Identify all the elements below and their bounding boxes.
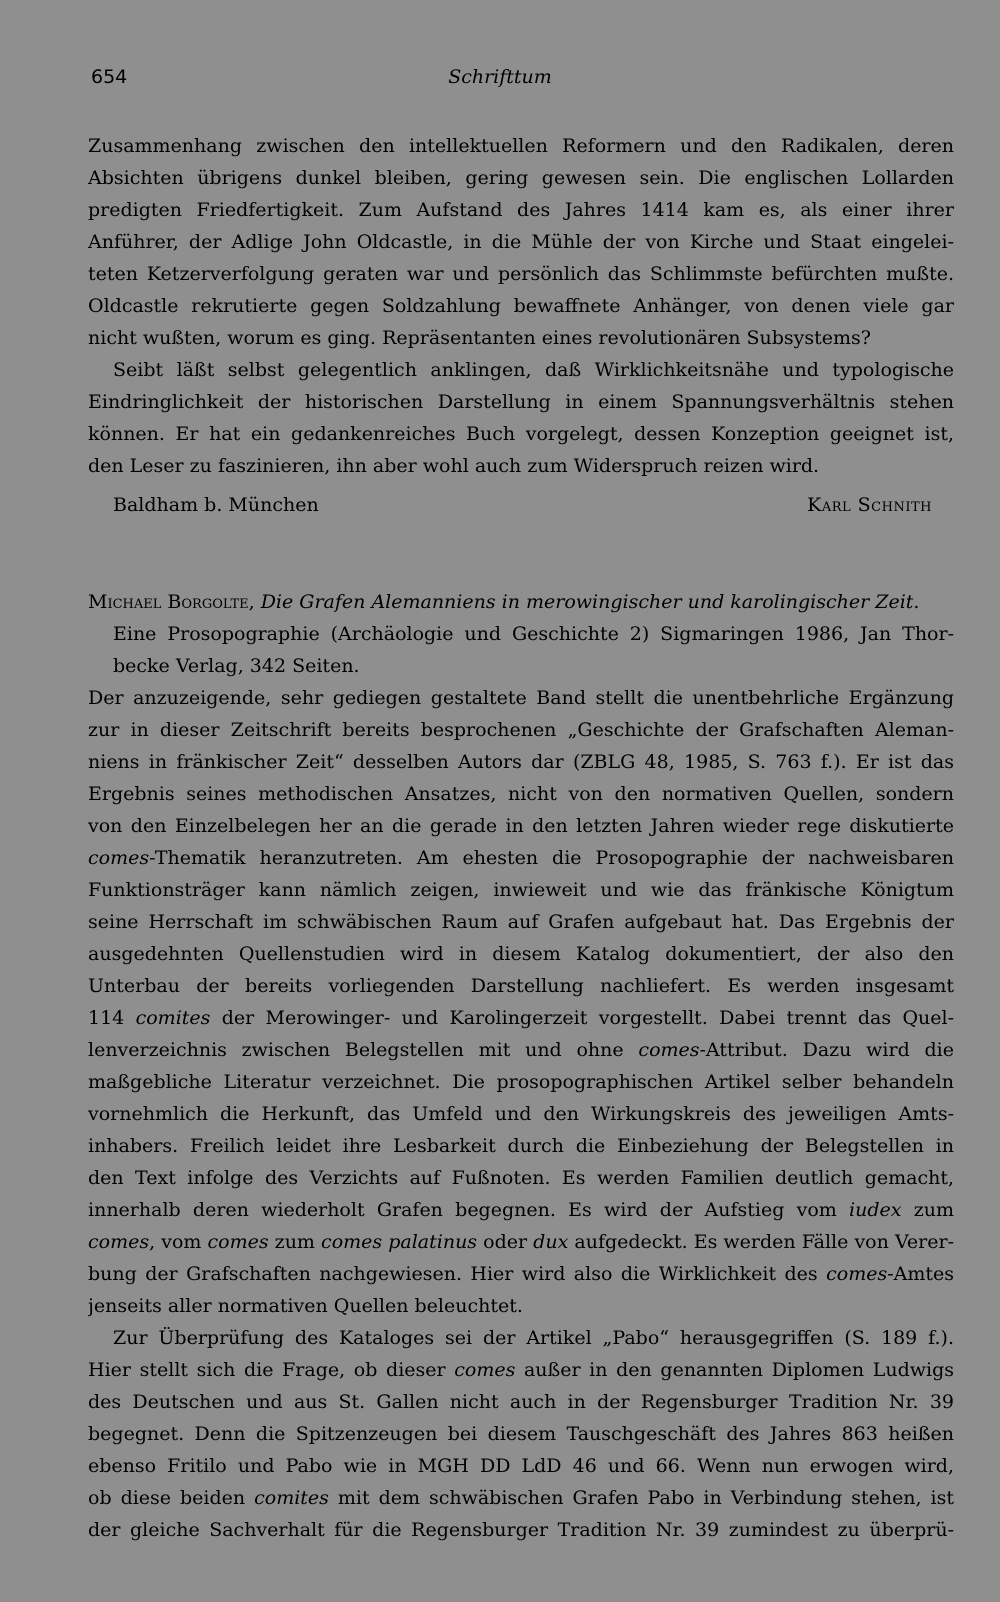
text-line: predigten Friedfertigkeit. Zum Aufstand des Jahres 1414 kam es, als einer ihrer [88, 199, 954, 221]
latin-term: comes [638, 1039, 700, 1061]
latin-term: comes [826, 1263, 888, 1285]
text-segment: innerhalb deren wiederholt Grafen begegnen. Es wird der Aufstieg vom [88, 1199, 850, 1221]
text-line: teten Ketzerverfolgung geraten war und persönlich das Schlimmste befürchten mußte. [88, 263, 954, 285]
text-segment: lenverzeichnis zwischen Belegstellen mit und ohne [88, 1039, 639, 1061]
text-segment: ob diese beiden [88, 1487, 255, 1509]
text-line: Zur Überprüfung des Kataloges sei der Artikel „Pabo“ herausgegriffen (S. 189 f.). [113, 1327, 954, 1349]
latin-term: comes [88, 1231, 150, 1253]
text-line: maßgebliche Literatur verzeichnet. Die prosopographischen Artikel selber behandeln [88, 1071, 954, 1093]
review-continuation [88, 130, 954, 482]
text-line: Seibt läßt selbst gelegentlich anklingen, daß Wirklichkeitsnähe und typologische [113, 359, 954, 381]
text-line: Unterbau der bereits vorliegenden Darstellung nachliefert. Es werden insgesamt [88, 975, 954, 997]
text-segment: aufgedeckt. Es werden Fälle von Verer- [568, 1231, 954, 1253]
text-segment: Hier stellt sich die Frage, ob dieser [88, 1359, 455, 1381]
latin-term: comes [207, 1231, 269, 1253]
text-segment: -Amtes [887, 1263, 954, 1285]
text-line [88, 1482, 954, 1514]
text-line: des Deutschen und aus St. Gallen nicht auch in der Regensburger Tradition Nr. 39 [88, 1391, 954, 1413]
page-number: 654 [91, 66, 128, 88]
text-segment: -Thematik heranzutreten. Am ehesten die Prosopographie der nachweisbaren [149, 847, 954, 869]
text-line: zur in dieser Zeitschrift bereits besprochenen „Geschichte der Grafschaften Aleman- [88, 719, 954, 741]
text-segment: zum [268, 1231, 322, 1253]
text-line: Oldcastle rekrutierte gegen Soldzahlung bewaffnete Anhänger, von denen viele gar [88, 295, 954, 317]
text-line: Funktionsträger kann nämlich zeigen, inwieweit und wie das fränkische Königtum [88, 879, 954, 901]
text-line [88, 842, 954, 874]
text-segment: -Attribut. Dazu wird die [699, 1039, 954, 1061]
text-line: von den Einzelbelegen her an die gerade in den letzten Jahren wieder rege diskutierte [88, 815, 954, 837]
text-line: jenseits aller normativen Quellen beleuchtet. [88, 1295, 523, 1317]
text-line: begegnet. Denn die Spitzenzeugen bei diesem Tauschgeschäft des Jahres 863 heißen [88, 1423, 954, 1445]
text-line: Ergebnis seines methodischen Ansatzes, nicht von den normativen Quellen, sondern [88, 783, 954, 805]
text-line: der gleiche Sachverhalt für die Regensburger Tradition Nr. 39 zumindest zu überprü- [88, 1519, 954, 1541]
text-line: ebenso Fritilo und Pabo wie in MGH DD LdD 46 und 66. Wenn nun erwogen wird, [88, 1455, 954, 1477]
latin-term: comes [454, 1359, 516, 1381]
citation-line: becke Verlag, 342 Seiten. [113, 655, 360, 677]
text-line: den Text infolge des Verzichts auf Fußnoten. Es werden Familien deutlich gemacht, [88, 1167, 954, 1189]
text-segment: 114 [88, 1007, 136, 1029]
latin-term: comites [254, 1487, 329, 1509]
text-line: inhabers. Freilich leidet ihre Lesbarkeit durch die Einbeziehung der Belegstellen in [88, 1135, 954, 1157]
text-line: den Leser zu faszinieren, ihn aber wohl auch zum Widerspruch reizen wird. [88, 455, 820, 477]
text-segment: außer in den genannten Diplomen Ludwigs [515, 1359, 954, 1381]
book-citation [88, 586, 954, 682]
text-segment: mit dem schwäbischen Grafen Pabo in Verbindung stehen, ist [328, 1487, 954, 1509]
latin-term: dux [533, 1231, 569, 1253]
text-line [88, 1354, 954, 1386]
text-line: Zusammenhang zwischen den intellektuellen Reformern und den Radikalen, deren [88, 135, 954, 157]
review-signature [0, 489, 1000, 521]
text-line: seine Herrschaft im schwäbischen Raum auf Grafen aufgebaut hat. Das Ergebnis der [88, 911, 954, 933]
signature-author: Karl Schnith [807, 494, 932, 516]
latin-term: comes palatinus [321, 1231, 478, 1253]
text-line: Absichten übrigens dunkel bleiben, gering gewesen sein. Die englischen Lollarden [88, 167, 954, 189]
text-line: nicht wußten, worum es ging. Repräsentanten eines revolutionären Subsystems? [88, 327, 871, 349]
text-segment: oder [477, 1231, 534, 1253]
citation-title: Die Grafen Alemanniens in merowingischer und karolingischer Zeit. [260, 591, 920, 613]
signature-place: Baldham b. München [113, 494, 319, 516]
text-line [88, 1002, 954, 1034]
text-segment: zum [901, 1199, 954, 1221]
text-line [88, 1226, 954, 1258]
text-line: Anführer, der Adlige John Oldcastle, in die Mühle der von Kirche und Staat eingelei- [88, 231, 954, 253]
text-segment: bung der Grafschaften nachgewiesen. Hier wird also die Wirklichkeit des [88, 1263, 827, 1285]
latin-term: comes [88, 847, 150, 869]
citation-author: Michael Borgolte, [88, 591, 255, 613]
text-line: niens in fränkischer Zeit“ desselben Autors dar (ZBLG 48, 1985, S. 763 f.). Er ist das [88, 751, 954, 773]
latin-term: iudex [849, 1199, 902, 1221]
latin-term: comites [135, 1007, 211, 1029]
text-line: Eindringlichkeit der historischen Darstellung in einem Spannungsverhältnis stehen [88, 391, 954, 413]
citation-line [88, 586, 954, 618]
running-head: Schrifttum [448, 66, 552, 88]
text-line: vornehmlich die Herkunft, das Umfeld und den Wirkungskreis des jeweiligen Amts- [88, 1103, 954, 1125]
review-body [88, 682, 954, 1546]
text-line [88, 1258, 954, 1290]
text-segment: der Merowinger- und Karolingerzeit vorgestellt. Dabei trennt das Quel- [210, 1007, 954, 1029]
page-header [0, 66, 1000, 96]
text-line [88, 1034, 954, 1066]
text-segment: , vom [149, 1231, 208, 1253]
citation-line: Eine Prosopographie (Archäologie und Geschichte 2) Sigmaringen 1986, Jan Thor- [113, 623, 954, 645]
text-line: können. Er hat ein gedankenreiches Buch vorgelegt, dessen Konzeption geeignet ist, [88, 423, 954, 445]
text-line: Der anzuzeigende, sehr gediegen gestaltete Band stellt die unentbehrliche Ergänzung [88, 687, 954, 709]
text-line: ausgedehnten Quellenstudien wird in diesem Katalog dokumentiert, der also den [88, 943, 954, 965]
text-line [88, 1194, 954, 1226]
